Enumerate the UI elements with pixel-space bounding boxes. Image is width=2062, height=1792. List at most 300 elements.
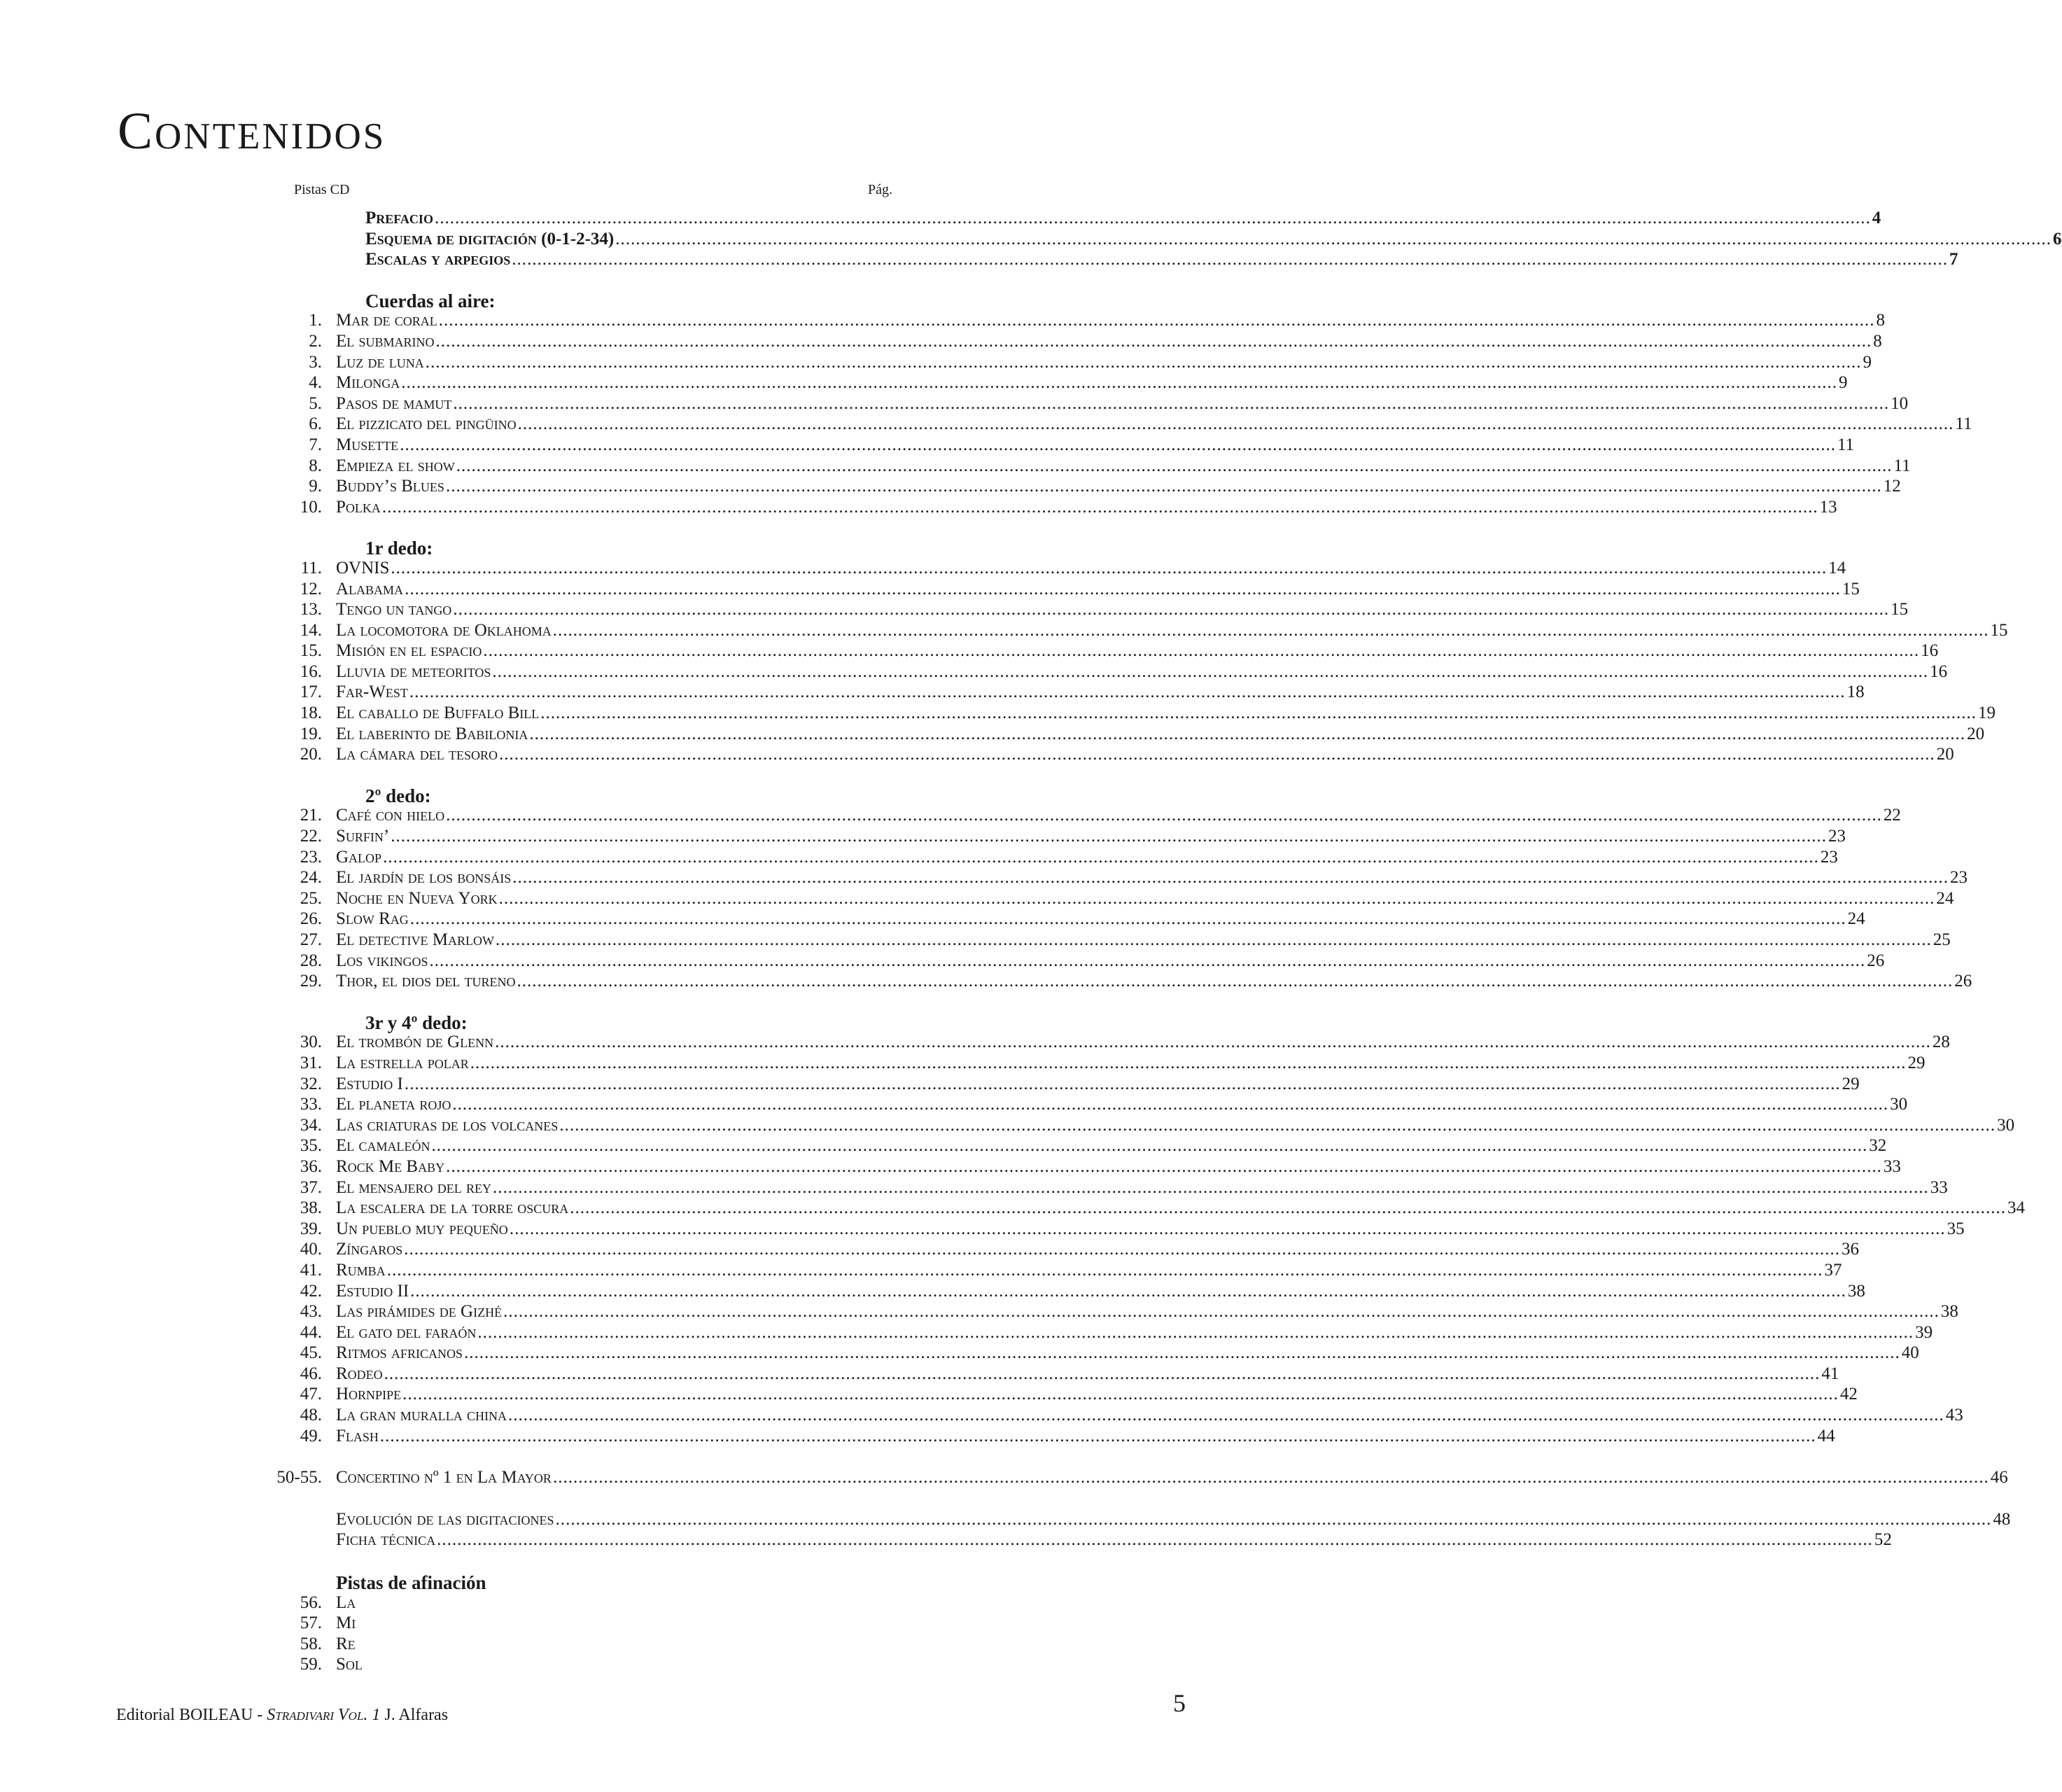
dot-leader	[410, 909, 1846, 929]
track-number: 23.	[300, 847, 322, 867]
dot-leader	[453, 600, 1889, 620]
section-gap	[266, 1489, 896, 1510]
toc-entry	[336, 909, 1865, 929]
dot-leader	[570, 1198, 2006, 1218]
dot-leader	[477, 1323, 1914, 1343]
entry-page: 39	[1915, 1322, 1933, 1342]
toc-entry	[336, 868, 1968, 888]
toc-entry	[336, 745, 1954, 764]
toc-entry	[336, 456, 1911, 476]
track-number: 30.	[300, 1032, 322, 1052]
dot-leader	[402, 1385, 1839, 1404]
entry-page: 33	[1883, 1156, 1901, 1176]
section-heading-label: 3r y 4º dedo:	[365, 1011, 468, 1033]
toc-entry	[336, 580, 1860, 599]
track-number: 9.	[309, 477, 322, 496]
toc-entry	[336, 641, 1938, 661]
intro-row	[266, 209, 1881, 230]
toc-row	[266, 888, 1954, 910]
toc-row	[266, 1053, 1926, 1074]
toc-row	[266, 1385, 1858, 1406]
entry-page: 44	[1817, 1426, 1835, 1446]
entry-page: 10	[1891, 393, 1909, 413]
dot-leader	[499, 889, 1935, 909]
entry-page: 20	[1967, 724, 1985, 743]
entry-page: 24	[1847, 909, 1865, 929]
toc-entry	[365, 230, 2062, 249]
dot-leader	[400, 435, 1836, 455]
toc-entry	[336, 1614, 896, 1633]
track-number: 58.	[300, 1634, 322, 1653]
toc-entry	[336, 1282, 1865, 1301]
dot-leader	[453, 394, 1889, 414]
entry-page: 38	[1940, 1302, 1958, 1322]
toc-row	[266, 1156, 1901, 1178]
entry-title: Buddy’s Blues	[336, 477, 444, 496]
toc-entry	[336, 477, 1901, 496]
track-number: 19.	[300, 724, 322, 743]
track-number: 43.	[300, 1302, 322, 1322]
toc-entry	[336, 1468, 2008, 1488]
toc-row	[266, 477, 1901, 498]
toc-entry	[336, 332, 1882, 351]
section-gap	[266, 993, 896, 1012]
toc-row	[266, 414, 1972, 435]
entry-page: 11	[1955, 414, 1972, 434]
dot-leader	[540, 704, 1977, 723]
section-heading-label: 2º dedo:	[365, 785, 431, 806]
entry-page: 13	[1819, 497, 1837, 517]
dot-leader	[446, 806, 1882, 825]
toc-row	[266, 1302, 1958, 1323]
toc-entry	[336, 1095, 1907, 1114]
dot-leader	[556, 1510, 1992, 1530]
entry-title: Galop	[336, 847, 382, 867]
dot-leader	[493, 1178, 1929, 1198]
toc-row	[266, 1406, 1963, 1427]
entry-page: 7	[1949, 250, 1958, 270]
toc-row	[266, 868, 1968, 889]
toc-entry	[336, 1406, 1963, 1425]
entry-title: El trombón de Glenn	[336, 1032, 494, 1052]
entry-title: El jardín de los bonsáis	[336, 868, 512, 888]
entry-title: Zíngaros	[336, 1240, 403, 1259]
track-number: 29.	[300, 972, 322, 991]
track-number: 34.	[300, 1115, 322, 1135]
toc-row	[266, 497, 1837, 519]
toc-row	[266, 352, 1872, 374]
toc-row	[266, 331, 1882, 353]
dot-leader	[410, 1282, 1846, 1301]
section-gap	[266, 766, 896, 785]
toc-entry	[336, 848, 1838, 867]
entry-page: 6	[2053, 229, 2062, 248]
track-number: 2.	[309, 331, 322, 351]
dot-leader	[559, 1116, 1996, 1135]
entry-title: Lluvia de meteoritos	[336, 662, 491, 681]
track-number: 49.	[300, 1426, 322, 1446]
dot-leader	[512, 250, 1948, 270]
tuning-row	[266, 1593, 896, 1614]
toc-row	[266, 373, 1848, 394]
page-column-header: Pág.	[868, 182, 892, 197]
toc-row	[266, 1343, 1919, 1364]
track-number: 21.	[300, 806, 322, 825]
entry-title: El planeta rojo	[336, 1095, 451, 1114]
dot-leader	[483, 641, 1919, 661]
entry-page: 40	[1901, 1343, 1919, 1363]
track-number: 15.	[300, 641, 322, 661]
entry-page: 19	[1978, 704, 1996, 723]
entry-title: Thor, el dios del tureno	[336, 972, 516, 991]
entry-title: Luz de luna	[336, 352, 424, 372]
section-heading	[365, 785, 896, 807]
toc-row	[266, 1260, 1842, 1282]
toc-entry	[336, 1364, 1839, 1384]
track-number: 44.	[300, 1322, 322, 1342]
entry-title: Esquema de digitación (0-1-2-34)	[365, 229, 615, 248]
entry-page: 33	[1930, 1177, 1948, 1197]
track-number: 42.	[300, 1281, 322, 1301]
dot-leader	[470, 1054, 1907, 1073]
track-number: 27.	[300, 930, 322, 949]
entry-page: 9	[1838, 373, 1848, 393]
intro-row	[266, 250, 1958, 271]
entry-page: 46	[1990, 1468, 2008, 1488]
toc-row	[266, 827, 1846, 848]
track-number: 50-55.	[276, 1468, 322, 1488]
section-heading-label: 1r dedo:	[365, 538, 433, 559]
entry-title: Rock Me Baby	[336, 1156, 445, 1176]
entry-title: Las criaturas de los volcanes	[336, 1115, 559, 1135]
toc-entry	[336, 1323, 1933, 1343]
section-heading-label: Cuerdas al aire:	[365, 290, 496, 312]
toc-entry	[336, 600, 1908, 620]
entry-page: 18	[1846, 682, 1865, 702]
toc-row	[266, 1074, 1860, 1096]
toc-entry	[336, 930, 1951, 950]
cd-tracks-column-header: Pistas CD	[294, 182, 350, 197]
entry-page: 22	[1883, 806, 1901, 825]
entry-page: 8	[1876, 311, 1885, 330]
entry-page: 9	[1863, 352, 1872, 372]
toc-row	[266, 1240, 1860, 1261]
entry-page: 14	[1828, 558, 1846, 578]
toc-row	[266, 1426, 1835, 1448]
entry-title: Slow Rag	[336, 909, 409, 929]
footer-author: J. Alfaras	[380, 1706, 449, 1724]
footer-publisher: Editorial BOILEAU -	[116, 1706, 267, 1724]
track-number: 12.	[300, 579, 322, 598]
track-number: 37.	[300, 1177, 322, 1197]
toc-entry	[336, 498, 1837, 517]
toc-row	[266, 972, 1972, 993]
entry-title: Alabama	[336, 579, 404, 598]
toc-entry	[336, 1510, 2010, 1530]
section-gap	[266, 518, 896, 538]
dot-leader	[384, 1364, 1821, 1384]
toc-entry	[336, 311, 1885, 330]
dot-leader	[464, 1343, 1900, 1363]
track-number: 28.	[300, 951, 322, 970]
dot-leader	[405, 1074, 1841, 1094]
entry-page: 28	[1932, 1032, 1950, 1052]
dot-leader	[404, 1240, 1840, 1259]
toc-row	[266, 435, 1855, 456]
dot-leader	[512, 868, 1949, 888]
entry-title: Café con hielo	[336, 806, 445, 825]
toc-row	[266, 641, 1939, 662]
entry-page: 30	[1890, 1095, 1908, 1114]
toc-entry	[336, 373, 1847, 393]
toc-row	[266, 1095, 1908, 1116]
dot-leader	[456, 456, 1893, 476]
entry-title: Surfin’	[336, 827, 390, 846]
toc-entry	[336, 1530, 1892, 1550]
entry-page: 26	[1954, 972, 1972, 991]
toc-entry	[336, 1593, 896, 1613]
dot-leader	[435, 209, 1871, 228]
entry-title: El mensajero del rey	[336, 1177, 492, 1197]
appendix-row	[266, 1509, 2011, 1531]
entry-title: Noche en Nueva York	[336, 888, 498, 908]
entry-title: Los vikingos	[336, 951, 428, 970]
toc-entry	[336, 1427, 1835, 1446]
dot-leader	[510, 1219, 1946, 1239]
dot-leader	[492, 662, 1928, 682]
dot-leader	[503, 1302, 1940, 1322]
toc-entry	[336, 559, 1846, 578]
entry-title: Re	[336, 1634, 356, 1653]
entry-page: 34	[2007, 1198, 2025, 1218]
track-number: 33.	[300, 1095, 322, 1114]
track-number: 11.	[300, 558, 322, 578]
entry-title: Escalas y arpegios	[365, 250, 511, 270]
toc-row	[266, 724, 1985, 746]
toc-row	[266, 745, 1954, 766]
track-number: 56.	[300, 1592, 322, 1612]
section-heading-row	[266, 785, 896, 806]
toc-row	[266, 847, 1838, 869]
track-number: 1.	[309, 311, 322, 330]
track-number: 36.	[300, 1156, 322, 1176]
entry-title: Musette	[336, 435, 399, 454]
toc-row	[266, 558, 1846, 580]
track-number: 25.	[300, 888, 322, 908]
dot-leader	[426, 353, 1862, 372]
dot-leader	[430, 951, 1866, 971]
entry-page: 11	[1893, 456, 1911, 475]
dot-leader	[553, 1468, 1989, 1488]
entry-title: Prefacio	[365, 209, 433, 227]
toc-row	[266, 1364, 1839, 1385]
entry-title: Evolución de las digitaciones	[336, 1509, 554, 1529]
entry-title: Un pueblo muy pequeño	[336, 1219, 508, 1238]
entry-page: 35	[1947, 1219, 1965, 1238]
entry-page: 15	[1891, 600, 1909, 620]
dot-leader	[382, 498, 1818, 517]
section-heading-row	[266, 290, 896, 312]
toc-entry	[336, 1302, 1958, 1322]
dot-leader	[452, 1095, 1888, 1114]
dot-leader	[499, 745, 1935, 764]
track-number: 24.	[300, 868, 322, 888]
entry-page: 24	[1936, 888, 1954, 908]
track-number: 39.	[300, 1219, 322, 1238]
track-number: 47.	[300, 1385, 322, 1404]
section-heading	[365, 538, 896, 559]
toc-entry	[336, 1240, 1859, 1259]
track-number: 14.	[300, 620, 322, 640]
toc-entry	[336, 414, 1972, 434]
dot-leader	[409, 682, 1846, 702]
entry-page: 23	[1828, 827, 1846, 846]
dot-leader	[446, 1157, 1882, 1177]
entry-title: Ritmos africanos	[336, 1343, 463, 1363]
toc-entry	[336, 1385, 1858, 1404]
entry-page: 29	[1907, 1053, 1926, 1072]
section-gap	[266, 271, 896, 290]
entry-title: Estudio II	[336, 1281, 409, 1301]
section-heading	[365, 1012, 896, 1034]
toc-row	[266, 930, 1951, 951]
toc-entry	[336, 662, 1947, 682]
toc-entry	[336, 1032, 1950, 1052]
entry-title: El camaleón	[336, 1136, 430, 1156]
entry-title: El laberinto de Babilonia	[336, 724, 528, 743]
entry-page: 12	[1883, 477, 1901, 496]
track-number: 31.	[300, 1053, 322, 1072]
section-gap	[266, 1447, 896, 1468]
track-number: 22.	[300, 827, 322, 846]
entry-title: La	[336, 1592, 356, 1612]
track-number: 48.	[300, 1406, 322, 1425]
entry-page: 11	[1837, 435, 1855, 454]
toc-entry	[336, 1198, 2025, 1218]
section-gap	[266, 1551, 896, 1572]
dot-leader	[529, 724, 1965, 744]
toc-row	[266, 1115, 2015, 1137]
toc-row	[266, 662, 1948, 683]
entry-title: Pasos de mamut	[336, 393, 452, 413]
entry-page: 20	[1936, 745, 1954, 764]
track-number: 16.	[300, 662, 322, 681]
page-number: 5	[1173, 1689, 1186, 1717]
toc-row	[266, 1219, 1965, 1240]
entry-title: Mar de coral	[336, 311, 437, 330]
entry-title: Estudio I	[336, 1074, 403, 1093]
toc-entry	[336, 1634, 896, 1654]
entry-title: Misión en el espacio	[336, 641, 482, 661]
toc-row	[266, 951, 1885, 972]
dot-leader	[517, 972, 1954, 991]
toc-entry	[336, 1054, 1926, 1073]
entry-page: 16	[1921, 641, 1939, 661]
entry-title: Empieza el show	[336, 456, 455, 475]
entry-page: 38	[1847, 1281, 1865, 1301]
toc-row	[266, 1032, 1950, 1054]
entry-title: La locomotora de Oklahoma	[336, 620, 552, 640]
toc-row	[266, 682, 1865, 704]
toc-entry	[336, 1178, 1948, 1198]
dot-leader	[391, 559, 1827, 578]
entry-title: Rumba	[336, 1260, 386, 1280]
track-number: 38.	[300, 1198, 322, 1218]
entry-page: 25	[1933, 930, 1951, 949]
dot-leader	[553, 621, 1989, 640]
entry-title: Ficha técnica	[336, 1530, 436, 1550]
entry-page: 4	[1872, 209, 1881, 227]
dot-leader	[387, 1261, 1823, 1280]
section-heading-row	[266, 1012, 896, 1033]
footer-book-title: Stradivari Vol. 1	[267, 1706, 381, 1724]
toc-entry	[336, 972, 1972, 991]
toc-row	[266, 806, 1901, 827]
toc-entry	[336, 806, 1901, 825]
entry-page: 15	[1842, 579, 1860, 598]
entry-page: 52	[1874, 1530, 1892, 1550]
track-number: 46.	[300, 1364, 322, 1383]
entry-page: 8	[1873, 331, 1882, 351]
entry-title: Polka	[336, 497, 381, 517]
dot-leader	[496, 930, 1932, 950]
toc-entry	[336, 1219, 1965, 1239]
footer	[116, 1706, 448, 1725]
track-number: 5.	[309, 393, 322, 413]
entry-title: La escalera de la torre oscura	[336, 1198, 569, 1218]
section-heading-row	[266, 538, 896, 559]
dot-leader	[383, 848, 1819, 867]
toc-row	[266, 620, 2008, 642]
entry-page: 26	[1867, 951, 1885, 970]
track-number: 20.	[300, 745, 322, 764]
toc-row	[266, 1198, 2025, 1219]
toc-row	[266, 456, 1911, 477]
entry-title: Milonga	[336, 373, 400, 393]
dot-leader	[391, 827, 1827, 846]
toc-entry	[336, 704, 1996, 723]
appendix-row	[266, 1530, 1892, 1551]
entry-page: 48	[1993, 1509, 2011, 1529]
entry-page: 23	[1950, 868, 1968, 888]
entry-title: Flash	[336, 1426, 379, 1446]
track-number: 32.	[300, 1074, 322, 1093]
toc-entry	[336, 1074, 1860, 1094]
dot-leader	[495, 1032, 1931, 1052]
entry-title: Sol	[336, 1655, 363, 1674]
track-number: 6.	[309, 414, 322, 434]
toc-entry	[336, 827, 1846, 846]
tuning-row	[266, 1634, 896, 1656]
toc-row	[266, 909, 1865, 930]
toc-row	[266, 393, 1909, 415]
entry-title: Rodeo	[336, 1364, 383, 1383]
entry-page: 42	[1839, 1385, 1858, 1404]
entry-title: Tengo un tango	[336, 600, 452, 620]
dot-leader	[615, 230, 2052, 249]
entry-title: Far-West	[336, 682, 408, 702]
track-number: 41.	[300, 1260, 322, 1280]
toc-row	[266, 704, 1996, 724]
toc-entry	[336, 1261, 1842, 1280]
track-number: 35.	[300, 1136, 322, 1156]
toc-row	[266, 1136, 1887, 1157]
track-number: 7.	[309, 435, 322, 454]
toc-row	[266, 1322, 1933, 1344]
toc-entry	[365, 209, 1881, 228]
toc-entry	[336, 353, 1872, 372]
toc-row	[266, 1177, 1948, 1199]
